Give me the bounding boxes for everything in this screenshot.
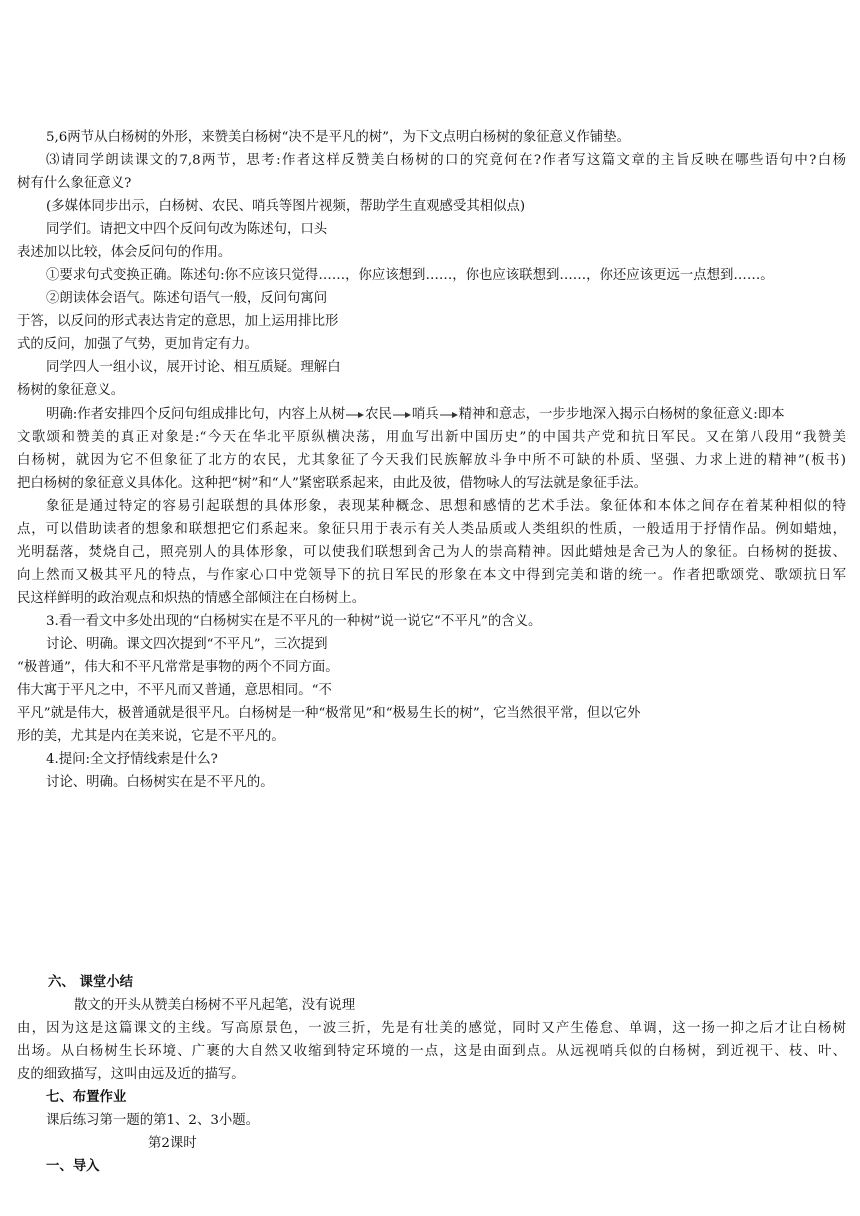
text-line: 同学们。请把文中四个反问句改为陈述句，口头 xyxy=(46,222,328,237)
text-line: 文歌颂和赞美的真正对象是:“今天在华北平原纵横决荡，用血写出新中国历史”的中国共产党和抗日军民。又在第八段用“我赞美 xyxy=(17,430,846,445)
text-line: 式的反问，加强了气势，更加肯定有力。 xyxy=(17,337,259,352)
text-line: 于答，以反问的形式表达肯定的意思，加上运用排比形 xyxy=(17,314,339,329)
text-line: (多媒体同步出示，白杨树、农民、哨兵等图片视频，帮助学生直观感受其相似点) xyxy=(46,199,526,214)
text-line: ①要求句式变换正确。陈述句:你不应该只觉得……，你应该想到……，你也应该联想到……，你还应该更远一点想到……。 xyxy=(46,268,774,283)
text-line-with-arrows xyxy=(46,403,785,426)
lesson-subtitle: 第2课时 xyxy=(148,1136,197,1151)
text-line: 点，可以借助读者的想象和联想把它们系起来。象征只用于表示有关人类品质或人类组织的性质，一般适用于抒情作品。例如蜡烛， xyxy=(17,522,846,537)
text-line: 平凡”就是伟大，极普通就是很平凡。白杨树是一种“极常见”和“极易生长的树”，它当然很平常，但以它外 xyxy=(17,706,641,721)
text-line: 伟大寓于平凡之中，不平凡而又普通，意思相同。“不 xyxy=(17,683,332,698)
section-heading: 六、 课堂小结 xyxy=(48,975,134,990)
text-line: 散文的开头从赞美白杨树不平凡起笔，没有说理 xyxy=(74,998,356,1013)
text-line: 出场。从白杨树生长环境、广裹的大自然又收缩到特定环境的一点，这是由面到点。从远视哨兵似的白杨树，到近视干、枝、叶、 xyxy=(17,1044,846,1059)
text-line: 民这样鲜明的政治观点和炽热的情感全部倾注在白杨树上。 xyxy=(17,591,366,606)
text-line: 3.看一看文中多处出现的“白杨树实在是不平凡的一种树”说一说它“不平凡”的含义。 xyxy=(46,614,542,629)
text-line: 5,6两节从白杨树的外形，来赞美白杨树“决不是平凡的树”，为下文点明白杨树的象征意义作铺垫。 xyxy=(46,130,630,145)
text-line: 由，因为这是这篇课文的主线。写高原景色，一波三折，先是有壮美的感觉，同时又产生倦怠、单调，这一扬一抑之后才让白杨树 xyxy=(17,1021,846,1036)
text-line: 形的美，尤其是内在美来说，它是不平凡的。 xyxy=(17,729,285,744)
text-line: 白杨树，就因为它不但象征了北方的农民，尤其象征了今天我们民族解放斗争中所不可缺的朴质、坚强、力求上进的精神”(板书) xyxy=(17,453,846,468)
text-line: 杨树的象征意义。 xyxy=(17,383,125,398)
text-line: 讨论、明确。白杨树实在是不平凡的。 xyxy=(46,775,274,790)
section-heading: 七、布置作业 xyxy=(46,1090,127,1105)
text-line: ②朗读体会语气。陈述句语气一般，反问句寓问 xyxy=(46,291,328,306)
text-line: 课后练习第一题的第1、2、3小题。 xyxy=(46,1113,260,1128)
text-segment: 明确:作者安排四个反问句组成排比句，内容上从树 xyxy=(46,407,346,422)
text-line: 皮的细致描写，这叫由远及近的描写。 xyxy=(17,1067,245,1082)
text-line: 象征是通过特定的容易引起联想的具体形象，表现某种概念、思想和感情的艺术手法。象征体和本体之间存在着某种相似的特 xyxy=(46,499,846,514)
text-line: 把白杨树的象征意义具体化。这种把“树”和“人”紧密联系起来，由此及彼，借物咏人的写法就是象征手法。 xyxy=(17,476,647,491)
text-line: 表述加以比较，体会反问句的作用。 xyxy=(17,245,232,260)
text-line: 树有什么象征意义? xyxy=(17,176,132,191)
text-segment: 农民 xyxy=(365,407,392,422)
text-line: 光明磊落，焚烧自己，照亮别人的具体形象，可以使我们联想到舍己为人的崇高精神。因此蜡烛是舍己为人的象征。白杨树的挺拔、 xyxy=(17,545,846,560)
text-line: 4.提问:全文抒情线索是什么? xyxy=(46,752,218,767)
text-line: “极普通”，伟大和不平凡常常是事物的两个不同方面。 xyxy=(17,660,339,675)
text-segment: 哨兵 xyxy=(411,407,439,422)
arrow-right-icon xyxy=(440,410,458,420)
text-line: 讨论、明确。课文四次提到“不平凡”，三次提到 xyxy=(46,637,328,652)
text-line: ⑶请同学朗读课文的7,8两节，思考:作者这样反赞美白杨树的口的究竟何在?作者写这篇文章的主旨反映在哪些语句中?白杨 xyxy=(46,153,846,168)
text-segment: 精神和意志，一步步地深入揭示白杨树的象征意义:即本 xyxy=(458,407,785,422)
arrow-right-icon xyxy=(393,410,411,420)
text-line: 同学四人一组小议，展开讨论、相互质疑。理解白 xyxy=(46,360,341,375)
section-heading: 一、导入 xyxy=(46,1159,100,1174)
text-line: 向上然而又极其平凡的特点，与作家心口中党领导下的抗日军民的形象在本文中得到完美和谐的统一。作者把歌颂党、歌颂抗日军 xyxy=(17,568,846,583)
arrow-right-icon xyxy=(346,410,364,420)
